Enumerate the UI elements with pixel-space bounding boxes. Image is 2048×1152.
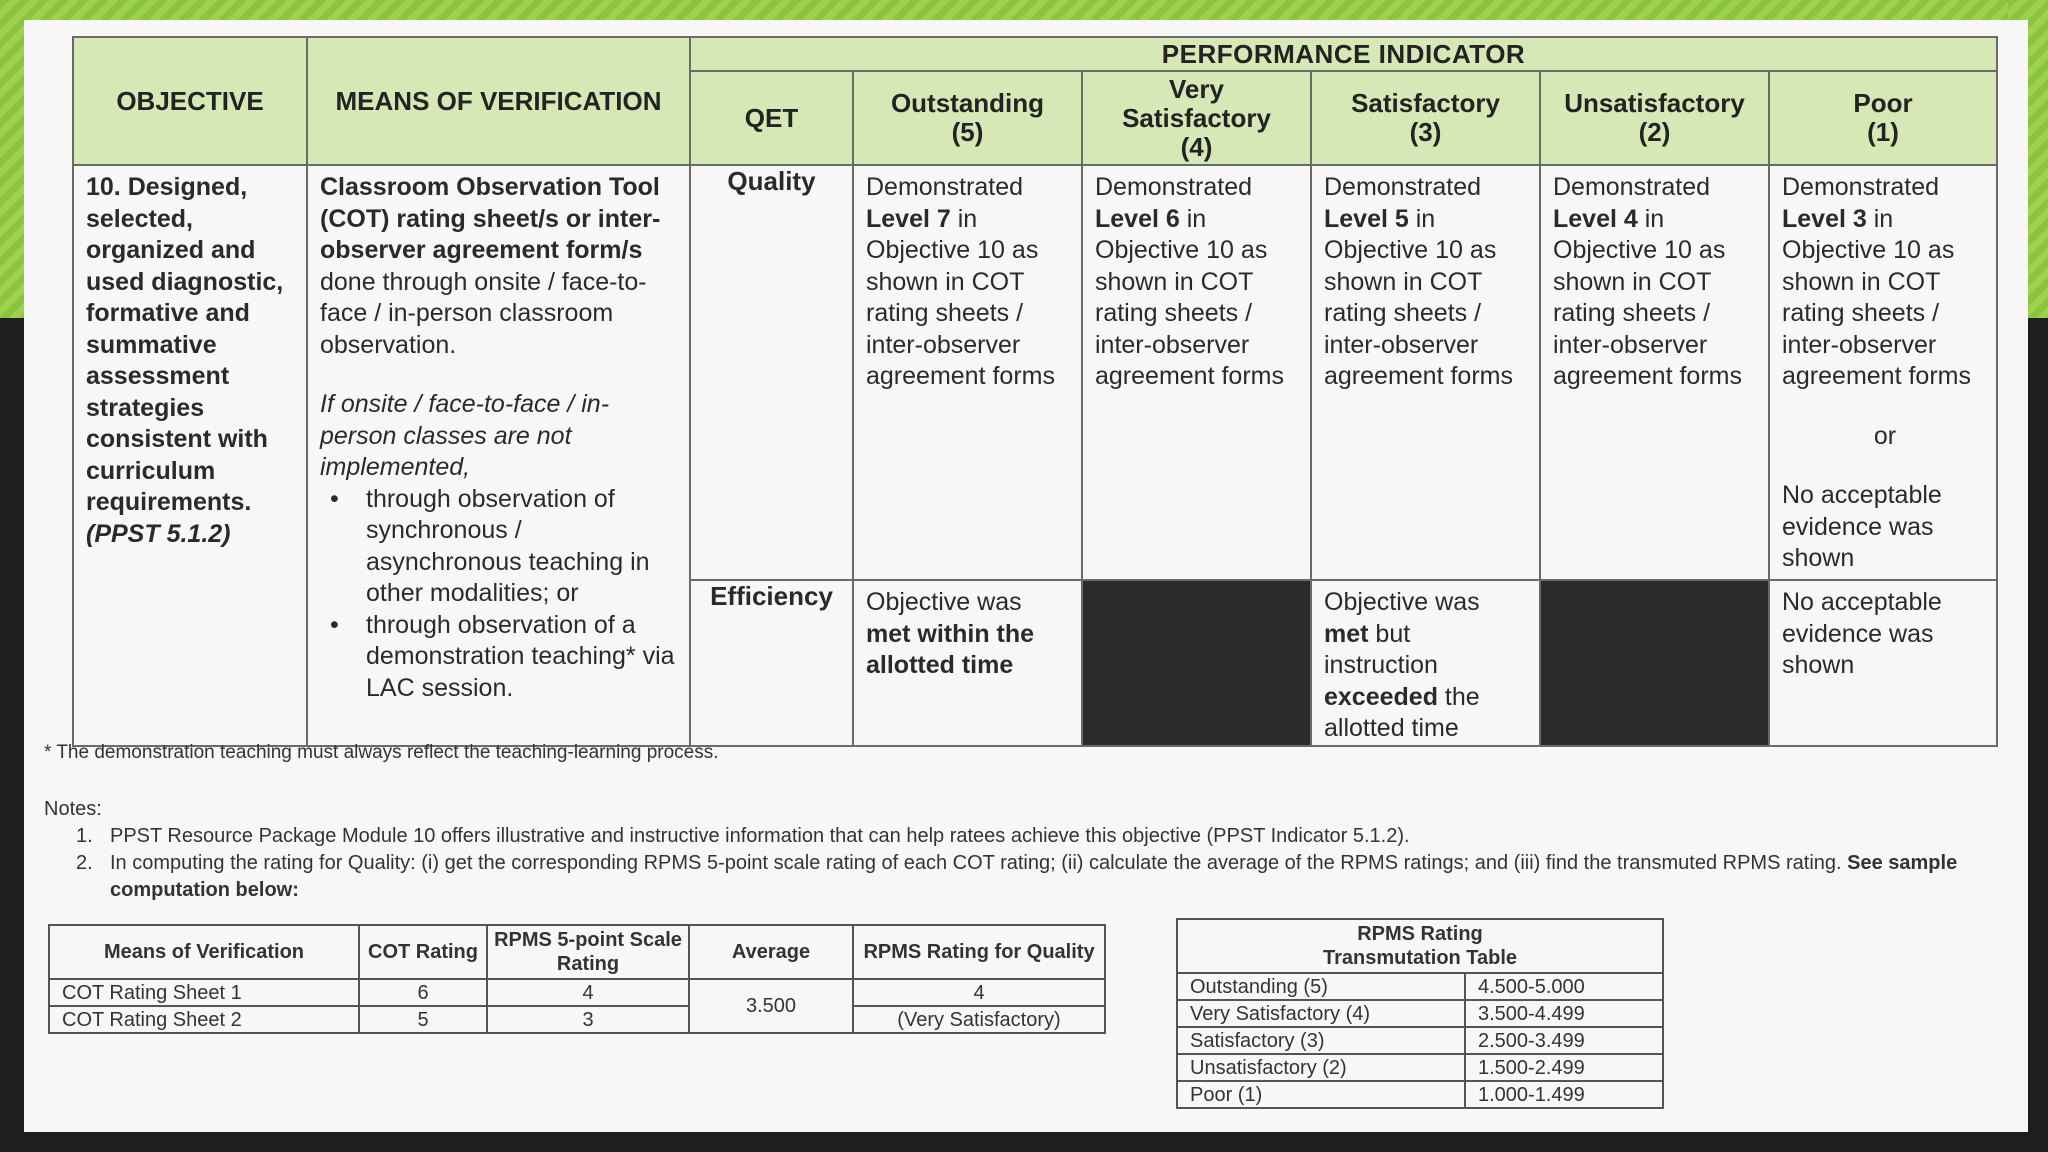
quality-outstanding-cell: Demonstrated Level 7 in Objective 10 as shown in COT rating sheets / inter-observer agreement forms xyxy=(853,165,1082,580)
compute-rpms: 3 xyxy=(487,1006,689,1033)
means-italic-text: If onsite / face-to-face / in-person classes are not implemented, xyxy=(320,390,610,481)
quality-label: Quality xyxy=(690,165,853,580)
transmutation-rating: Outstanding (5) xyxy=(1177,973,1465,1000)
efficiency-label: Efficiency xyxy=(690,580,853,746)
quality-level: Level 6 xyxy=(1095,204,1180,233)
very-satisfactory-header: Very Satisfactory (4) xyxy=(1082,71,1311,165)
objective-text: 10. Designed, selected, organized and used diagnostic, formative and summative assessment strategies consistent with curriculum requirements. xyxy=(86,173,284,516)
compute-mov: COT Rating Sheet 1 xyxy=(49,979,359,1006)
objective-reference: (PPST 5.1.2) xyxy=(86,519,231,548)
means-of-verification-cell xyxy=(307,165,690,746)
compute-cot: 6 xyxy=(359,979,487,1006)
transmutation-table xyxy=(1176,918,1664,1109)
transmutation-rating: Very Satisfactory (4) xyxy=(1177,1000,1465,1027)
transmutation-range: 1.500-2.499 xyxy=(1465,1054,1663,1081)
means-plain-text: done through onsite / face-to-face / in-person classroom observation. xyxy=(320,267,647,359)
transmutation-rating: Satisfactory (3) xyxy=(1177,1027,1465,1054)
transmutation-range: 4.500-5.000 xyxy=(1465,973,1663,1000)
quality-level: Level 5 xyxy=(1324,204,1409,233)
unsatisfactory-header: Unsatisfactory (2) xyxy=(1540,71,1769,165)
efficiency-very-satisfactory-shaded xyxy=(1082,580,1311,746)
quality-level: Level 3 xyxy=(1782,204,1867,233)
compute-average: 3.500 xyxy=(689,979,853,1033)
compute-cot: 5 xyxy=(359,1006,487,1033)
quality-poor-no-evidence: No acceptable evidence was shown xyxy=(1782,481,1942,572)
transmutation-rating: Poor (1) xyxy=(1177,1081,1465,1108)
means-header: MEANS OF VERIFICATION xyxy=(307,37,690,165)
efficiency-satisfactory-cell: Objective was met but instruction exceeded the allotted time xyxy=(1311,580,1540,746)
quality-unsatisfactory-cell: Demonstrated Level 4 in Objective 10 as shown in COT rating sheets / inter-observer agreement forms xyxy=(1540,165,1769,580)
efficiency-unsatisfactory-shaded xyxy=(1540,580,1769,746)
quality-level: Level 7 xyxy=(866,204,951,233)
means-bullet-item: • through observation of a demonstration teaching* via LAC session. xyxy=(320,610,681,705)
means-bullet-item: • through observation of synchronous / asynchronous teaching in other modalities; or xyxy=(320,484,681,610)
compute-quality-value: 4 xyxy=(853,979,1105,1006)
quality-poor-cell: Demonstrated Level 3 in Objective 10 as shown in COT rating sheets / inter-observer agreement forms or No acceptable evidence was shown xyxy=(1769,165,1997,580)
objective-header: OBJECTIVE xyxy=(73,37,307,165)
quality-very-satisfactory-cell: Demonstrated Level 6 in Objective 10 as shown in COT rating sheets / inter-observer agreement forms xyxy=(1082,165,1311,580)
transmutation-rating: Unsatisfactory (2) xyxy=(1177,1054,1465,1081)
efficiency-poor-cell: No acceptable evidence was shown xyxy=(1769,580,1997,746)
quality-poor-or: or xyxy=(1873,421,1897,450)
transmutation-range: 1.000-1.499 xyxy=(1465,1081,1663,1108)
rubric-table xyxy=(72,36,1998,747)
footnote: * The demonstration teaching must always reflect the teaching-learning process. xyxy=(44,742,719,763)
qet-header: QET xyxy=(690,71,853,165)
transmutation-title: RPMS Rating Transmutation Table xyxy=(1177,919,1663,973)
poor-header: Poor (1) xyxy=(1769,71,1997,165)
note-item: 1. PPST Resource Package Module 10 offers illustrative and instructive information that can help ratees achieve this objective (PPST Indicator 5.1.2). xyxy=(76,825,1410,847)
means-bold-text: Classroom Observation Tool (COT) rating sheet/s or inter-observer agreement form/s xyxy=(320,173,661,264)
compute-header: RPMS 5-point Scale Rating xyxy=(487,925,689,979)
compute-quality-desc: (Very Satisfactory) xyxy=(853,1006,1105,1033)
satisfactory-header: Satisfactory (3) xyxy=(1311,71,1540,165)
transmutation-range: 2.500-3.499 xyxy=(1465,1027,1663,1054)
notes-label: Notes: xyxy=(44,798,102,820)
compute-header: Average xyxy=(689,925,853,979)
sample-computation-table xyxy=(48,924,1106,1034)
document-page xyxy=(24,20,2028,1132)
transmutation-range: 3.500-4.499 xyxy=(1465,1000,1663,1027)
notes-section xyxy=(44,796,2004,904)
note-item: 2. In computing the rating for Quality: (i) get the corresponding RPMS 5-point scale rating of each COT rating; (ii) calculate the average of the RPMS ratings; and (iii) find the transmuted RPMS rating. See sample computation below: xyxy=(76,852,1958,901)
quality-satisfactory-cell: Demonstrated Level 5 in Objective 10 as shown in COT rating sheets / inter-observer agreement forms xyxy=(1311,165,1540,580)
compute-header: COT Rating xyxy=(359,925,487,979)
performance-indicator-header: PERFORMANCE INDICATOR xyxy=(690,37,1997,71)
objective-cell xyxy=(73,165,307,746)
efficiency-outstanding-cell: Objective was met within the allotted time xyxy=(853,580,1082,746)
means-bullet-list xyxy=(320,484,681,705)
outstanding-header: Outstanding (5) xyxy=(853,71,1082,165)
compute-header: Means of Verification xyxy=(49,925,359,979)
compute-rpms: 4 xyxy=(487,979,689,1006)
compute-header: RPMS Rating for Quality xyxy=(853,925,1105,979)
compute-mov: COT Rating Sheet 2 xyxy=(49,1006,359,1033)
quality-level: Level 4 xyxy=(1553,204,1638,233)
